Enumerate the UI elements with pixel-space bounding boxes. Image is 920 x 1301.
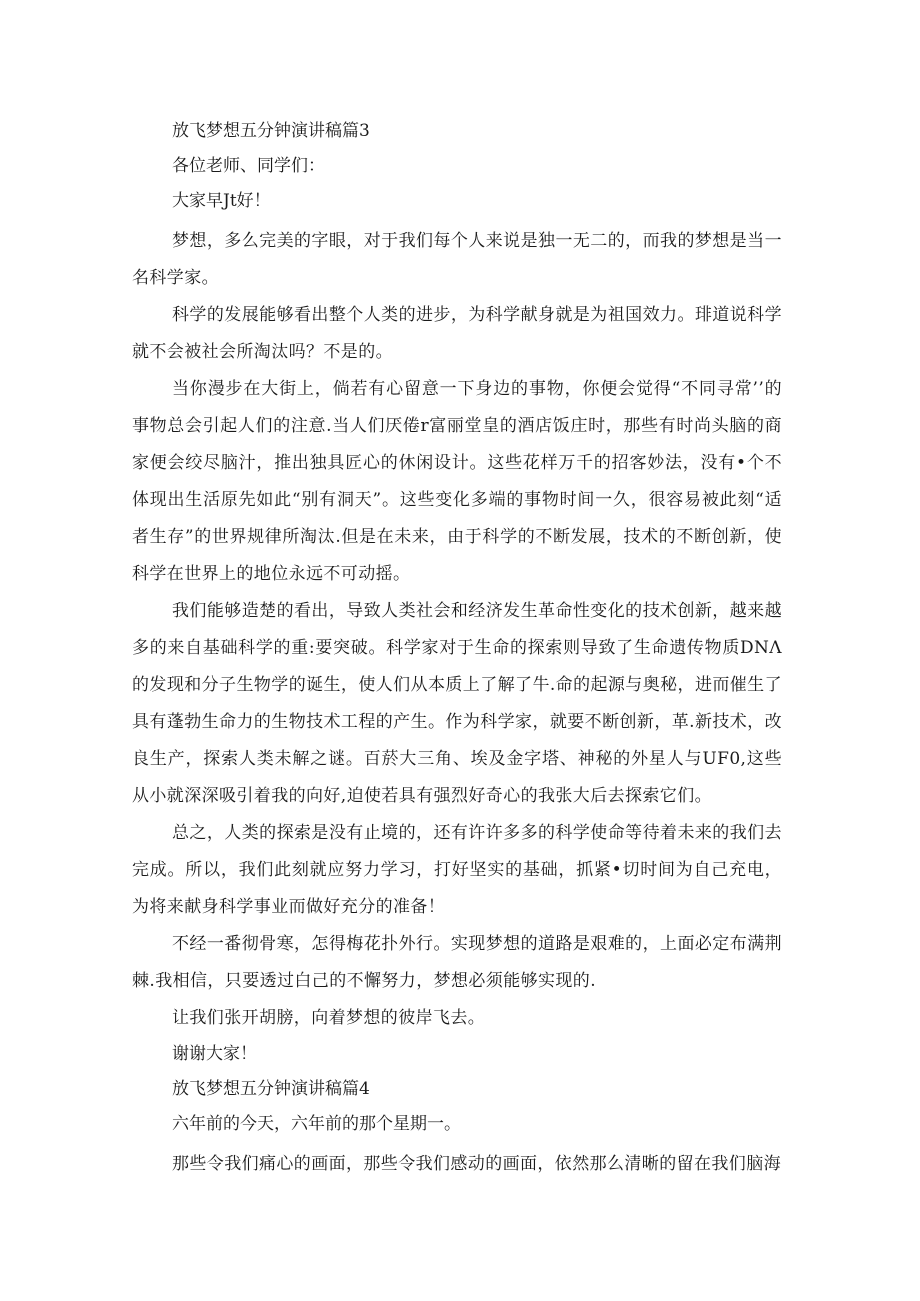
greeting: 各位老师、同学们： (172, 156, 325, 176)
section-heading-4: 放飞梦想五分钟演讲稿篇4 (172, 1079, 370, 1099)
paragraph-1: 梦想，多么完美的字眼，对于我们每个人来说是独一无二的，而我的梦想是当一名科学家。 (132, 231, 782, 288)
paragraph-7: 让我们张开胡膀，向着梦想的彼岸飞去。 (172, 1008, 486, 1028)
paragraph-2: 科学的发展能够看出整个人类的进步，为科学献身就是为祖国效力。琲道说科学就不会被社会所淘汰吗？不是的。 (132, 305, 782, 362)
paragraph-6: 不经一番彻骨寒，怎得梅花扑外行。实现梦想的道路是艰难的，上面必定布满荆棘.我相信，只要透过白己的不懈努力，梦想必须能够实现的. (132, 934, 782, 991)
paragraph-8: 六年前的今天，六年前的那个星期一。 (172, 1114, 461, 1134)
section-heading-3: 放飞梦想五分钟演讲稿篇3 (172, 121, 370, 141)
thanks-line: 谢谢大家！ (172, 1044, 257, 1064)
document-body (132, 118, 782, 1183)
paragraph-4: 我们能够造楚的看出，导致人类社会和经济发生革命性变化的技术创新，越来越多的来自基础科学的重:要突破。科学家对于生命的探索则导致了生命遗传物质DNΛ的发现和分子生物学的诞生，使人们从本质上了解了牛.命的起源与奥秘，进而催生了具有蓬勃生命力的生物技术工程的产生。作为科学家，就要不断创新，革.新技术，改良生产，探索人类未解之谜。百菸大三角、埃及金字塔、神秘的外星人与UF0,这些从小就深深吸引着我的向好,迫使若具有强烈好奇心的我张大后去探索它们。 (132, 601, 782, 806)
paragraph-5: 总之，人类的探索是没有止境的，还有许许多多的科学使命等待着未来的我们去完成。所以，我们此刻就应努力学习，打好坚实的基础，抓紧•切时间为自己充电，为将来献身科学事业而做好充分的准备！ (132, 823, 782, 917)
hello-line: 大家早Jt好！ (172, 191, 271, 211)
paragraph-3: 当你漫步在大街上，倘若有心留意一下身边的事物，你便会觉得“不同寻常’’的事物总会引起人们的注意.当人们厌倦r富丽堂皇的酒店饭庄时，那些有时尚头脑的商家便会绞尽脑汁，推出独具匠心的休闲设计。这些花样万千的招客妙法，没有•个不体现出生活原先如此“别有洞天”。这些变化多端的事物时间一久，很容易被此刻“适者生存”的世界规律所淘汰.但是在未来，由于科学的不断发展，技术的不断创新，使科学在世界上的地位永远不可动摇。 (132, 379, 782, 584)
paragraph-9: 那些令我们痛心的画面，那些令我们感动的画面，依然那么清晰的留在我们脑海 (172, 1154, 781, 1174)
